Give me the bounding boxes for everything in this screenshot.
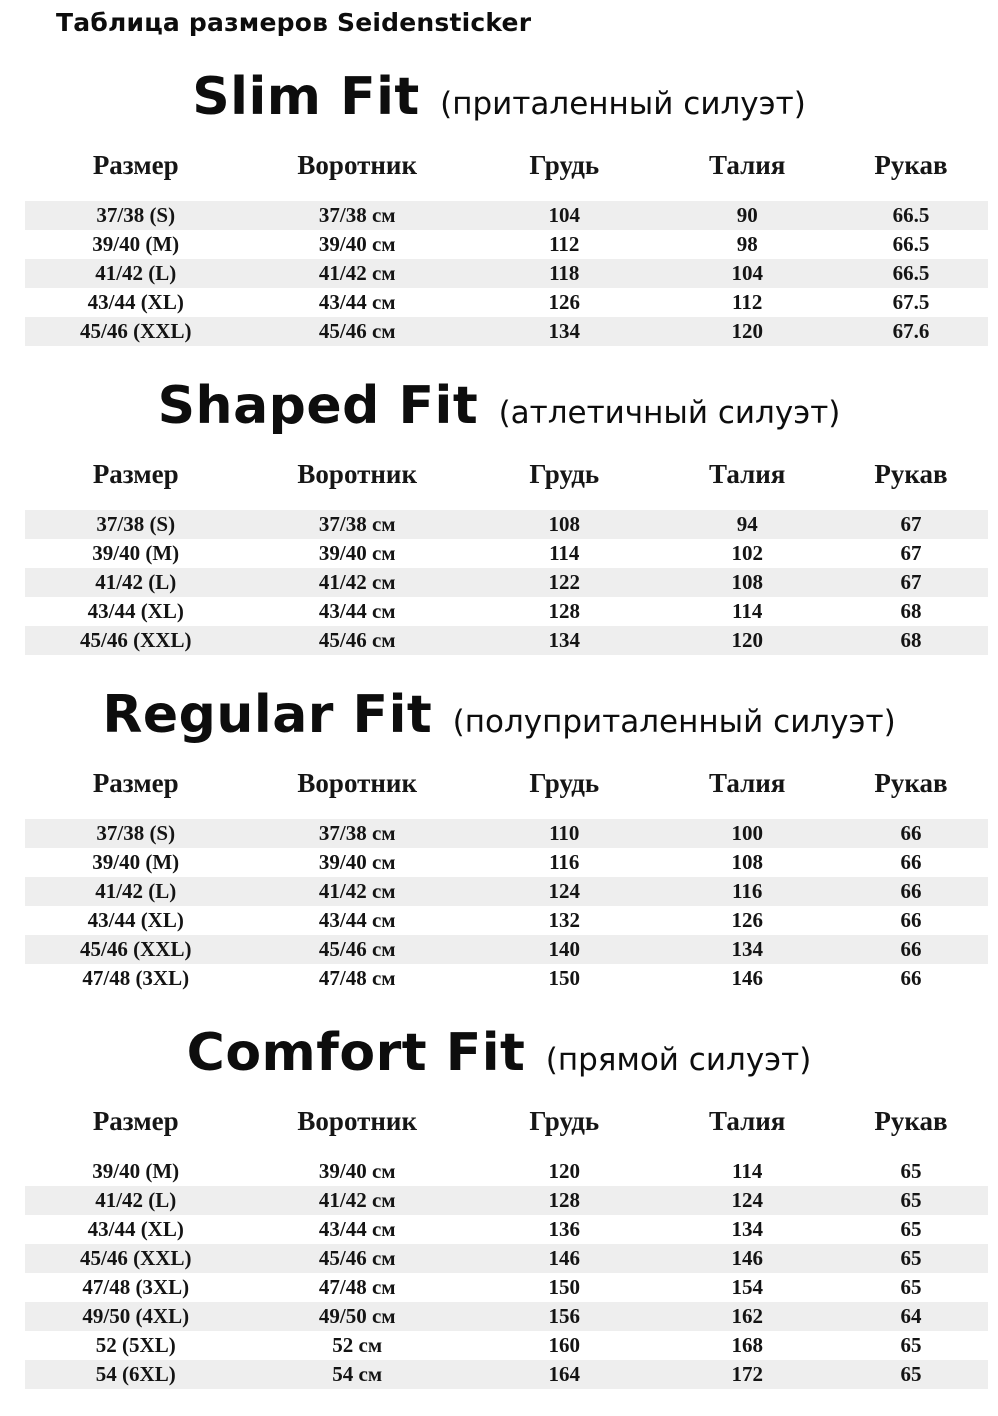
cell: 43/44 (XL) bbox=[87, 1217, 184, 1241]
column-header: Размер bbox=[92, 1106, 179, 1136]
cell: 41/42 см bbox=[318, 1188, 396, 1212]
cell: 65 bbox=[900, 1275, 922, 1299]
cell: 47/48 (3XL) bbox=[82, 966, 190, 990]
table-row bbox=[25, 259, 988, 288]
cell: 116 bbox=[732, 879, 763, 903]
cell: 39/40 (M) bbox=[92, 1159, 180, 1183]
size-table bbox=[25, 457, 988, 655]
cell: 43/44 (XL) bbox=[87, 599, 184, 623]
cell: 65 bbox=[900, 1246, 922, 1270]
cell: 41/42 см bbox=[318, 879, 396, 903]
cell: 45/46 (XXL) bbox=[80, 628, 192, 652]
cell: 43/44 см bbox=[318, 290, 396, 314]
table-row bbox=[25, 848, 988, 877]
fit-name: Regular Fit bbox=[102, 685, 433, 745]
cell: 65 bbox=[900, 1217, 922, 1241]
cell: 41/42 (L) bbox=[95, 570, 177, 594]
cell: 39/40 см bbox=[318, 541, 396, 565]
cell: 37/38 см bbox=[318, 512, 396, 536]
column-header: Рукав bbox=[874, 1106, 948, 1136]
cell: 39/40 см bbox=[318, 850, 396, 874]
cell: 120 bbox=[731, 319, 763, 343]
column-header: Воротник bbox=[297, 768, 418, 798]
size-table bbox=[25, 1104, 988, 1389]
cell: 65 bbox=[900, 1333, 922, 1357]
column-header: Грудь bbox=[529, 768, 600, 798]
cell: 52 (5XL) bbox=[95, 1333, 176, 1357]
cell: 124 bbox=[548, 879, 581, 903]
column-header: Талия bbox=[709, 150, 786, 180]
cell: 39/40 см bbox=[318, 1159, 396, 1183]
header-row bbox=[25, 766, 988, 819]
cell: 100 bbox=[731, 821, 763, 845]
table-row bbox=[25, 568, 988, 597]
table-row bbox=[25, 877, 988, 906]
cell: 120 bbox=[548, 1159, 581, 1183]
cell: 128 bbox=[548, 1188, 581, 1212]
cell: 110 bbox=[549, 821, 580, 845]
cell: 47/48 см bbox=[318, 1275, 396, 1299]
cell: 132 bbox=[548, 908, 581, 932]
cell: 66 bbox=[900, 879, 922, 903]
fit-section-title bbox=[0, 374, 998, 447]
column-header: Грудь bbox=[529, 1106, 600, 1136]
cell: 112 bbox=[732, 290, 763, 314]
cell: 126 bbox=[731, 908, 763, 932]
cell: 67 bbox=[900, 570, 922, 594]
cell: 126 bbox=[548, 290, 581, 314]
cell: 146 bbox=[731, 966, 763, 990]
cell: 47/48 (3XL) bbox=[82, 1275, 190, 1299]
cell: 114 bbox=[732, 1159, 763, 1183]
cell: 118 bbox=[549, 261, 580, 285]
cell: 66 bbox=[900, 821, 922, 845]
cell: 52 см bbox=[332, 1333, 383, 1357]
size-table bbox=[25, 148, 988, 346]
fit-name: Comfort Fit bbox=[186, 1023, 526, 1083]
cell: 68 bbox=[900, 599, 922, 623]
cell: 67.5 bbox=[892, 290, 930, 314]
table-row bbox=[25, 1244, 988, 1273]
cell: 128 bbox=[548, 599, 581, 623]
cell: 66 bbox=[900, 850, 922, 874]
cell: 172 bbox=[731, 1362, 763, 1386]
cell: 67.6 bbox=[892, 319, 930, 343]
cell: 146 bbox=[548, 1246, 581, 1270]
column-header: Воротник bbox=[297, 150, 418, 180]
cell: 98 bbox=[736, 232, 758, 256]
cell: 45/46 см bbox=[318, 1246, 396, 1270]
cell: 168 bbox=[731, 1333, 763, 1357]
cell: 104 bbox=[731, 261, 763, 285]
cell: 45/46 см bbox=[318, 628, 396, 652]
cell: 120 bbox=[731, 628, 763, 652]
cell: 134 bbox=[548, 628, 581, 652]
cell: 54 см bbox=[332, 1362, 383, 1386]
cell: 112 bbox=[549, 232, 580, 256]
header-row bbox=[25, 148, 988, 201]
cell: 37/38 (S) bbox=[96, 821, 176, 845]
cell: 66.5 bbox=[892, 203, 930, 227]
cell: 41/42 см bbox=[318, 261, 396, 285]
cell: 43/44 (XL) bbox=[87, 290, 184, 314]
column-header: Размер bbox=[92, 150, 179, 180]
cell: 45/46 (XXL) bbox=[80, 1246, 192, 1270]
cell: 49/50 см bbox=[318, 1304, 396, 1328]
table-row bbox=[25, 1157, 988, 1186]
cell: 39/40 см bbox=[318, 232, 396, 256]
cell: 66.5 bbox=[892, 232, 930, 256]
cell: 122 bbox=[548, 570, 581, 594]
cell: 41/42 (L) bbox=[95, 1188, 177, 1212]
header-row bbox=[25, 1104, 988, 1157]
cell: 65 bbox=[900, 1362, 922, 1386]
column-header: Размер bbox=[92, 768, 179, 798]
cell: 65 bbox=[900, 1188, 922, 1212]
cell: 114 bbox=[732, 599, 763, 623]
column-header: Грудь bbox=[529, 150, 600, 180]
table-row bbox=[25, 626, 988, 655]
cell: 67 bbox=[900, 512, 922, 536]
cell: 90 bbox=[736, 203, 758, 227]
cell: 150 bbox=[548, 966, 581, 990]
cell: 66.5 bbox=[892, 261, 930, 285]
size-table bbox=[25, 766, 988, 993]
table-row bbox=[25, 906, 988, 935]
fit-name: Slim Fit bbox=[192, 67, 420, 127]
cell: 39/40 (M) bbox=[92, 541, 180, 565]
column-header: Талия bbox=[709, 459, 786, 489]
cell: 66 bbox=[900, 966, 922, 990]
cell: 124 bbox=[731, 1188, 763, 1212]
cell: 41/42 (L) bbox=[95, 879, 177, 903]
cell: 116 bbox=[549, 850, 580, 874]
fit-section bbox=[0, 374, 998, 655]
cell: 66 bbox=[900, 908, 922, 932]
cell: 39/40 (M) bbox=[92, 850, 180, 874]
table-row bbox=[25, 1360, 988, 1389]
column-header: Размер bbox=[92, 459, 179, 489]
cell: 164 bbox=[548, 1362, 581, 1386]
column-header: Воротник bbox=[297, 1106, 418, 1136]
cell: 54 (6XL) bbox=[95, 1362, 176, 1386]
cell: 43/44 см bbox=[318, 1217, 396, 1241]
column-header: Талия bbox=[709, 1106, 786, 1136]
cell: 134 bbox=[731, 1217, 763, 1241]
cell: 67 bbox=[900, 541, 922, 565]
cell: 37/38 см bbox=[318, 203, 396, 227]
cell: 102 bbox=[731, 541, 763, 565]
cell: 154 bbox=[731, 1275, 763, 1299]
cell: 146 bbox=[731, 1246, 763, 1270]
column-header: Рукав bbox=[874, 768, 948, 798]
cell: 136 bbox=[548, 1217, 581, 1241]
cell: 37/38 см bbox=[318, 821, 396, 845]
fit-subtitle: (полуприталенный силуэт) bbox=[452, 704, 896, 740]
cell: 43/44 см bbox=[318, 908, 396, 932]
cell: 37/38 (S) bbox=[96, 203, 176, 227]
table-row bbox=[25, 1273, 988, 1302]
table-row bbox=[25, 1331, 988, 1360]
cell: 45/46 (XXL) bbox=[80, 319, 192, 343]
table-row bbox=[25, 1186, 988, 1215]
fit-subtitle: (прямой силуэт) bbox=[545, 1042, 812, 1078]
cell: 49/50 (4XL) bbox=[82, 1304, 190, 1328]
cell: 45/46 см bbox=[318, 937, 396, 961]
column-header: Воротник bbox=[297, 459, 418, 489]
table-row bbox=[25, 201, 988, 230]
cell: 108 bbox=[731, 850, 763, 874]
table-row bbox=[25, 510, 988, 539]
table-row bbox=[25, 317, 988, 346]
cell: 66 bbox=[900, 937, 922, 961]
cell: 150 bbox=[548, 1275, 581, 1299]
cell: 43/44 см bbox=[318, 599, 396, 623]
table-row bbox=[25, 597, 988, 626]
cell: 140 bbox=[548, 937, 581, 961]
cell: 68 bbox=[900, 628, 922, 652]
column-header: Рукав bbox=[874, 459, 948, 489]
fit-subtitle: (атлетичный силуэт) bbox=[498, 395, 841, 431]
table-row bbox=[25, 539, 988, 568]
column-header: Рукав bbox=[874, 150, 948, 180]
fit-section-title bbox=[0, 683, 998, 756]
cell: 39/40 (M) bbox=[92, 232, 180, 256]
cell: 94 bbox=[736, 512, 758, 536]
size-tables bbox=[0, 65, 998, 1389]
cell: 64 bbox=[900, 1304, 922, 1328]
cell: 134 bbox=[548, 319, 581, 343]
table-row bbox=[25, 819, 988, 848]
cell: 41/42 см bbox=[318, 570, 396, 594]
cell: 65 bbox=[900, 1159, 922, 1183]
cell: 43/44 (XL) bbox=[87, 908, 184, 932]
fit-name: Shaped Fit bbox=[157, 376, 479, 436]
cell: 134 bbox=[731, 937, 763, 961]
cell: 47/48 см bbox=[318, 966, 396, 990]
page-title: Таблица размеров Seidensticker bbox=[56, 8, 532, 37]
table-row bbox=[25, 1215, 988, 1244]
cell: 45/46 (XXL) bbox=[80, 937, 192, 961]
cell: 114 bbox=[549, 541, 580, 565]
fit-section bbox=[0, 65, 998, 346]
fit-section-title bbox=[0, 1021, 998, 1094]
table-row bbox=[25, 1302, 988, 1331]
table-row bbox=[25, 935, 988, 964]
cell: 162 bbox=[731, 1304, 763, 1328]
cell: 45/46 см bbox=[318, 319, 396, 343]
fit-section bbox=[0, 683, 998, 993]
cell: 108 bbox=[548, 512, 581, 536]
cell: 156 bbox=[548, 1304, 581, 1328]
column-header: Талия bbox=[709, 768, 786, 798]
table-row bbox=[25, 288, 988, 317]
cell: 160 bbox=[548, 1333, 581, 1357]
cell: 104 bbox=[548, 203, 581, 227]
cell: 41/42 (L) bbox=[95, 261, 177, 285]
column-header: Грудь bbox=[529, 459, 600, 489]
cell: 108 bbox=[731, 570, 763, 594]
fit-section bbox=[0, 1021, 998, 1389]
table-row bbox=[25, 964, 988, 993]
header-row bbox=[25, 457, 988, 510]
cell: 37/38 (S) bbox=[96, 512, 176, 536]
fit-section-title bbox=[0, 65, 998, 138]
fit-subtitle: (приталенный силуэт) bbox=[440, 86, 806, 122]
table-row bbox=[25, 230, 988, 259]
